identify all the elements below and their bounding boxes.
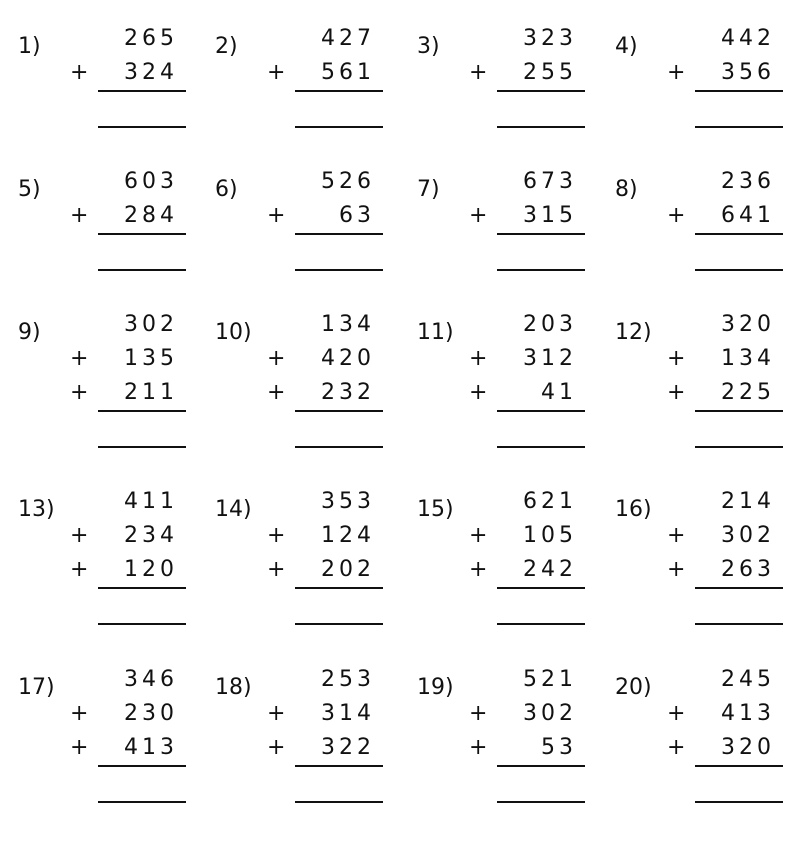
problem-number: 18) <box>215 675 252 700</box>
addend: 315 <box>523 203 577 228</box>
addend-row <box>215 380 385 406</box>
sum-line <box>695 90 783 92</box>
answer-line[interactable] <box>295 801 383 803</box>
addend-row <box>417 735 587 761</box>
addend: 320 <box>721 735 775 760</box>
first-addend-row <box>18 169 188 195</box>
addend-row <box>18 701 188 727</box>
plus-sign: + <box>469 557 488 582</box>
addend: 322 <box>321 735 375 760</box>
plus-sign: + <box>469 60 488 85</box>
addend: 302 <box>124 312 178 337</box>
sum-line <box>497 587 585 589</box>
sum-line <box>497 233 585 235</box>
problem-number: 5) <box>18 177 41 202</box>
plus-sign: + <box>70 60 89 85</box>
problem-number: 6) <box>215 177 238 202</box>
first-addend-row <box>18 667 188 693</box>
answer-line[interactable] <box>295 126 383 128</box>
addend-row <box>417 701 587 727</box>
answer-line[interactable] <box>98 269 186 271</box>
addend-row <box>215 701 385 727</box>
problem-number: 8) <box>615 177 638 202</box>
addend: 427 <box>321 26 375 51</box>
answer-line[interactable] <box>497 269 585 271</box>
addend-row <box>615 380 785 406</box>
addend: 442 <box>721 26 775 51</box>
answer-line[interactable] <box>695 623 783 625</box>
addend: 356 <box>721 60 775 85</box>
problem-6 <box>215 165 400 315</box>
plus-sign: + <box>70 380 89 405</box>
problem-1 <box>18 22 203 172</box>
sum-line <box>98 233 186 235</box>
addend: 413 <box>721 701 775 726</box>
addend-row <box>615 523 785 549</box>
plus-sign: + <box>70 346 89 371</box>
plus-sign: + <box>70 203 89 228</box>
plus-sign: + <box>267 523 286 548</box>
addend-row <box>615 346 785 372</box>
addend-row <box>215 346 385 372</box>
first-addend-row <box>18 312 188 338</box>
first-addend-row <box>615 26 785 52</box>
plus-sign: + <box>267 557 286 582</box>
sum-line <box>497 410 585 412</box>
problem-15 <box>417 485 602 635</box>
addend: 521 <box>523 667 577 692</box>
problem-number: 1) <box>18 34 41 59</box>
plus-sign: + <box>667 380 686 405</box>
addend: 302 <box>523 701 577 726</box>
answer-line[interactable] <box>98 126 186 128</box>
problem-5 <box>18 165 203 315</box>
problem-4 <box>615 22 800 172</box>
problem-number: 17) <box>18 675 55 700</box>
problem-7 <box>417 165 602 315</box>
addend: 263 <box>721 557 775 582</box>
first-addend-row <box>215 489 385 515</box>
problem-number: 4) <box>615 34 638 59</box>
problem-11 <box>417 308 602 458</box>
first-addend-row <box>417 667 587 693</box>
plus-sign: + <box>667 346 686 371</box>
addend: 211 <box>124 380 178 405</box>
answer-line[interactable] <box>98 801 186 803</box>
addend-row <box>18 557 188 583</box>
addend: 105 <box>523 523 577 548</box>
first-addend-row <box>215 312 385 338</box>
addend-row <box>18 523 188 549</box>
addend: 253 <box>321 667 375 692</box>
addend: 120 <box>124 557 178 582</box>
addend: 621 <box>523 489 577 514</box>
addend-row <box>215 523 385 549</box>
plus-sign: + <box>267 203 286 228</box>
problem-18 <box>215 663 400 813</box>
addend-row <box>215 735 385 761</box>
problem-number: 9) <box>18 320 41 345</box>
addend: 302 <box>721 523 775 548</box>
answer-line[interactable] <box>295 446 383 448</box>
problem-number: 20) <box>615 675 652 700</box>
problem-number: 15) <box>417 497 454 522</box>
sum-line <box>295 410 383 412</box>
plus-sign: + <box>667 523 686 548</box>
problem-number: 14) <box>215 497 252 522</box>
plus-sign: + <box>70 701 89 726</box>
answer-line[interactable] <box>98 623 186 625</box>
sum-line <box>98 90 186 92</box>
addend-row <box>18 60 188 86</box>
plus-sign: + <box>469 203 488 228</box>
problem-9 <box>18 308 203 458</box>
problem-19 <box>417 663 602 813</box>
problem-number: 16) <box>615 497 652 522</box>
answer-line[interactable] <box>695 269 783 271</box>
plus-sign: + <box>667 735 686 760</box>
addend: 673 <box>523 169 577 194</box>
addend: 323 <box>523 26 577 51</box>
answer-line[interactable] <box>497 623 585 625</box>
problem-number: 13) <box>18 497 55 522</box>
plus-sign: + <box>267 735 286 760</box>
problem-number: 10) <box>215 320 252 345</box>
sum-line <box>497 765 585 767</box>
answer-line[interactable] <box>695 801 783 803</box>
addend: 53 <box>541 735 577 760</box>
problem-20 <box>615 663 800 813</box>
plus-sign: + <box>267 346 286 371</box>
addend: 124 <box>321 523 375 548</box>
answer-line[interactable] <box>497 801 585 803</box>
addend-row <box>215 203 385 229</box>
addend: 225 <box>721 380 775 405</box>
first-addend-row <box>615 667 785 693</box>
addend-row <box>417 380 587 406</box>
addend: 242 <box>523 557 577 582</box>
addend-row <box>417 346 587 372</box>
addend: 346 <box>124 667 178 692</box>
addend: 232 <box>321 380 375 405</box>
answer-line[interactable] <box>98 446 186 448</box>
problem-number: 19) <box>417 675 454 700</box>
problem-2 <box>215 22 400 172</box>
addend-row <box>417 203 587 229</box>
addend: 324 <box>124 60 178 85</box>
answer-line[interactable] <box>295 623 383 625</box>
plus-sign: + <box>667 557 686 582</box>
problem-8 <box>615 165 800 315</box>
plus-sign: + <box>267 380 286 405</box>
problem-14 <box>215 485 400 635</box>
addend-row <box>215 557 385 583</box>
plus-sign: + <box>267 60 286 85</box>
addend-row <box>215 60 385 86</box>
sum-line <box>98 587 186 589</box>
plus-sign: + <box>469 380 488 405</box>
answer-line[interactable] <box>497 126 585 128</box>
addend: 420 <box>321 346 375 371</box>
addend: 265 <box>124 26 178 51</box>
sum-line <box>295 90 383 92</box>
sum-line <box>295 233 383 235</box>
first-addend-row <box>18 26 188 52</box>
answer-line[interactable] <box>695 446 783 448</box>
answer-line[interactable] <box>295 269 383 271</box>
problem-number: 7) <box>417 177 440 202</box>
addend: 320 <box>721 312 775 337</box>
addend: 314 <box>321 701 375 726</box>
sum-line <box>695 765 783 767</box>
plus-sign: + <box>469 346 488 371</box>
sum-line <box>295 765 383 767</box>
plus-sign: + <box>667 60 686 85</box>
problem-17 <box>18 663 203 813</box>
addend: 41 <box>541 380 577 405</box>
addend: 284 <box>124 203 178 228</box>
plus-sign: + <box>469 735 488 760</box>
first-addend-row <box>417 312 587 338</box>
addend: 245 <box>721 667 775 692</box>
first-addend-row <box>417 489 587 515</box>
addend: 63 <box>339 203 375 228</box>
plus-sign: + <box>70 557 89 582</box>
addend-row <box>615 557 785 583</box>
addend: 202 <box>321 557 375 582</box>
problem-number: 12) <box>615 320 652 345</box>
addend: 411 <box>124 489 178 514</box>
sum-line <box>295 587 383 589</box>
sum-line <box>497 90 585 92</box>
addend: 603 <box>124 169 178 194</box>
addend-row <box>615 60 785 86</box>
plus-sign: + <box>469 701 488 726</box>
addend: 230 <box>124 701 178 726</box>
plus-sign: + <box>667 701 686 726</box>
answer-line[interactable] <box>497 446 585 448</box>
addend-row <box>417 523 587 549</box>
addend-row <box>417 60 587 86</box>
first-addend-row <box>417 26 587 52</box>
first-addend-row <box>615 169 785 195</box>
plus-sign: + <box>70 735 89 760</box>
addend: 561 <box>321 60 375 85</box>
addend: 413 <box>124 735 178 760</box>
addend: 203 <box>523 312 577 337</box>
plus-sign: + <box>667 203 686 228</box>
addend: 312 <box>523 346 577 371</box>
addend-row <box>18 380 188 406</box>
first-addend-row <box>215 26 385 52</box>
problem-3 <box>417 22 602 172</box>
sum-line <box>695 233 783 235</box>
problem-12 <box>615 308 800 458</box>
first-addend-row <box>18 489 188 515</box>
problem-16 <box>615 485 800 635</box>
addend: 134 <box>321 312 375 337</box>
sum-line <box>695 587 783 589</box>
first-addend-row <box>215 667 385 693</box>
problem-10 <box>215 308 400 458</box>
addend: 526 <box>321 169 375 194</box>
plus-sign: + <box>267 701 286 726</box>
first-addend-row <box>417 169 587 195</box>
addend: 236 <box>721 169 775 194</box>
addend-row <box>615 203 785 229</box>
plus-sign: + <box>70 523 89 548</box>
answer-line[interactable] <box>695 126 783 128</box>
addend: 135 <box>124 346 178 371</box>
addend-row <box>18 346 188 372</box>
addend-row <box>18 735 188 761</box>
addend: 134 <box>721 346 775 371</box>
addend: 255 <box>523 60 577 85</box>
sum-line <box>98 410 186 412</box>
first-addend-row <box>615 312 785 338</box>
plus-sign: + <box>469 523 488 548</box>
addend-row <box>417 557 587 583</box>
sum-line <box>98 765 186 767</box>
problem-number: 11) <box>417 320 454 345</box>
addend: 641 <box>721 203 775 228</box>
addend-row <box>615 735 785 761</box>
first-addend-row <box>615 489 785 515</box>
problem-number: 2) <box>215 34 238 59</box>
addend: 214 <box>721 489 775 514</box>
sum-line <box>695 410 783 412</box>
problem-number: 3) <box>417 34 440 59</box>
first-addend-row <box>215 169 385 195</box>
addend: 353 <box>321 489 375 514</box>
addend: 234 <box>124 523 178 548</box>
problem-13 <box>18 485 203 635</box>
addend-row <box>615 701 785 727</box>
addend-row <box>18 203 188 229</box>
